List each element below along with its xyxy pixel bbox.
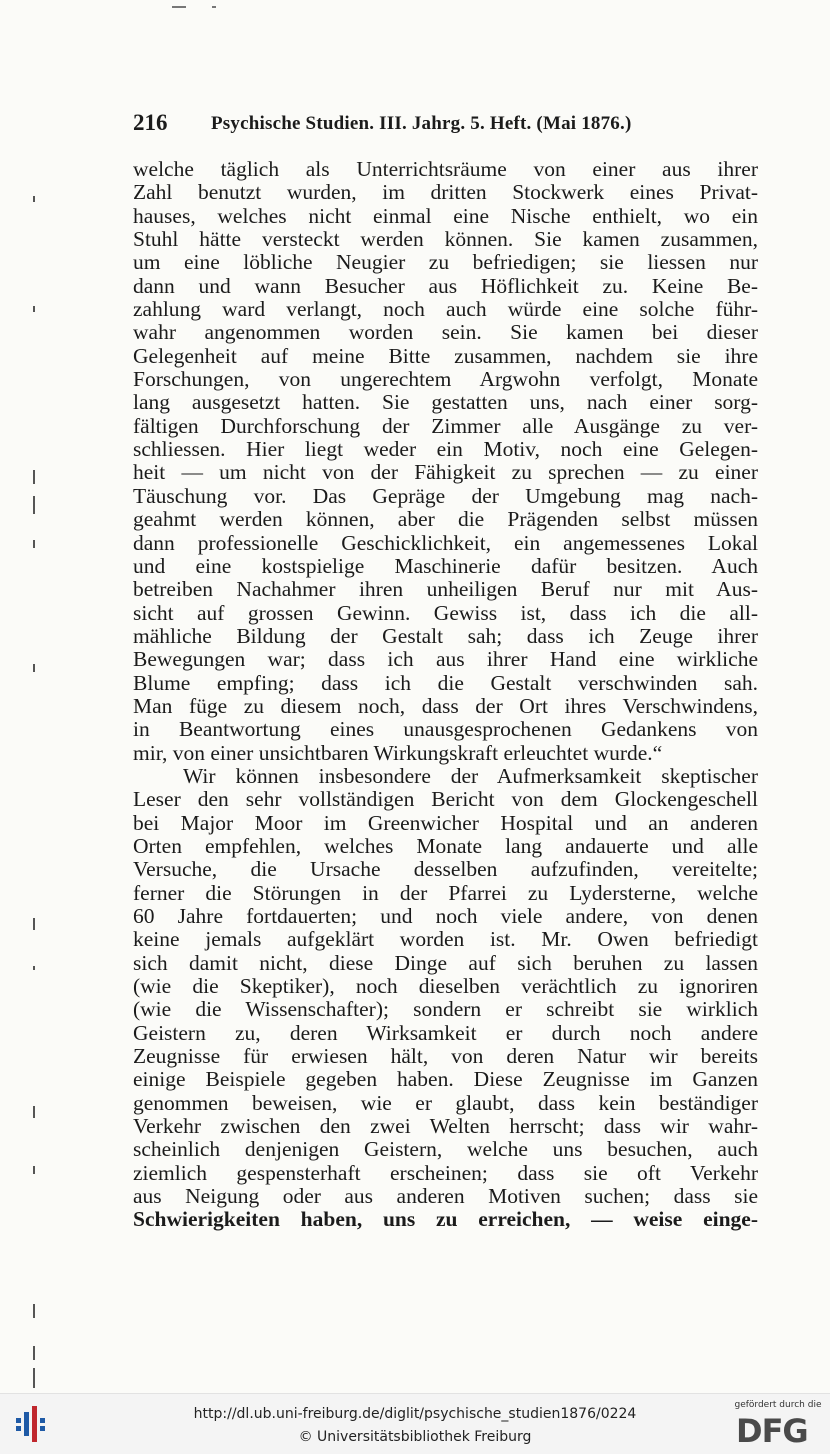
text-line: Zeugnisse für erwiesen hält, von deren Natur wir bereits <box>133 1045 758 1069</box>
dfg-caption: gefördert durch die <box>734 1400 822 1410</box>
text-line: zahlung ward verlangt, noch auch würde eine solche führ- <box>133 298 758 322</box>
text-line: 60 Jahre fortdauerten; und noch viele andere, von denen <box>133 905 758 928</box>
text-line: Gelegenheit auf meine Bitte zusammen, nachdem sie ihre <box>133 344 758 368</box>
margin-mark <box>33 196 35 202</box>
margin-mark <box>33 918 35 930</box>
text-line: Forschungen, von ungerechtem Argwohn verfolgt, Monate <box>133 368 758 392</box>
text-line: geahmt werden können, aber die Prägenden selbst müssen <box>133 508 758 532</box>
text-line: Geistern zu, deren Wirksamkeit er durch noch andere <box>133 1021 758 1045</box>
dfg-wordmark: DFG <box>736 1412 808 1450</box>
text-line: hauses, welches nicht einmal eine Nische enthielt, wo ein <box>133 204 758 228</box>
running-head: Psychische Studien. III. Jahrg. 5. Heft. (Mai 1876.) <box>211 113 632 134</box>
text-line: (wie die Skeptiker), noch dieselben verächtlich zu ignoriren <box>133 975 758 999</box>
text-line: Täuschung vor. Das Gepräge der Umgebung mag nach- <box>133 484 758 508</box>
text-line: und eine kostspielige Maschinerie dafür besitzen. Auch <box>133 554 758 578</box>
text-line: ferner die Störungen in der Pfarrei zu Lydersterne, welche <box>133 881 758 905</box>
body-text <box>133 158 758 1232</box>
dfg-logo[interactable] <box>730 1398 826 1450</box>
text-line: ziemlich gespensterhaft erscheinen; dass sie oft Verkehr <box>133 1161 758 1185</box>
page-header <box>133 108 758 138</box>
text-line: Leser den sehr vollständigen Bericht von dem Glockengeschell <box>133 788 758 812</box>
margin-mark <box>33 664 35 672</box>
text-line: sich damit nicht, diese Dinge auf sich beruhen zu lassen <box>133 951 758 975</box>
text-line: Zahl benutzt wurden, im dritten Stockwerk eines Privat- <box>133 181 758 205</box>
text-line: genommen beweisen, wie er glaubt, dass kein beständiger <box>133 1091 758 1115</box>
text-line: heit — um nicht von der Fähigkeit zu sprechen — zu einer <box>133 461 758 485</box>
text-line: lang ausgesetzt hatten. Sie gestatten uns, nach einer sorg- <box>133 391 758 415</box>
text-line: scheinlich denjenigen Geistern, welche uns besuchen, auch <box>133 1138 758 1162</box>
margin-mark <box>33 1368 35 1388</box>
margin-mark <box>33 1166 35 1174</box>
margin-mark <box>33 1304 35 1318</box>
margin-mark <box>33 496 35 514</box>
text-line: wahr angenommen worden sein. Sie kamen bei dieser <box>133 321 758 345</box>
text-line: aus Neigung oder aus anderen Motiven suchen; dass sie <box>133 1185 758 1209</box>
text-line: keine jemals aufgeklärt worden ist. Mr. Owen befriedigt <box>133 928 758 952</box>
text-line: in Beantwortung eines unausgesprochenen Gedankens von <box>133 718 758 742</box>
text-line: dann und wann Besucher aus Höflichkeit zu. Keine Be- <box>133 274 758 298</box>
margin-mark <box>33 1106 35 1118</box>
text-line: mir, von einer unsichtbaren Wirkungskraft erleuchtet wurde.“ <box>133 741 663 765</box>
text-line: welche täglich als Unterrichtsräume von einer aus ihrer <box>133 158 758 181</box>
margin-mark <box>33 306 35 312</box>
text-line: Bewegungen war; dass ich aus ihrer Hand eine wirkliche <box>133 648 758 672</box>
text-line: Schwierigkeiten haben, uns zu erreichen, — weise einge- <box>133 1208 758 1232</box>
text-line: Stuhl hätte versteckt werden können. Sie kamen zusammen, <box>133 228 758 252</box>
viewer-footer <box>0 1393 830 1454</box>
text-line: Wir können insbesondere der Aufmerksamkeit skeptischer <box>183 764 758 788</box>
scan-artifact <box>172 6 186 8</box>
margin-mark <box>33 1346 35 1360</box>
page-number: 216 <box>133 110 168 135</box>
document-url-link[interactable]: http://dl.ub.uni-freiburg.de/diglit/psychische_studien1876/0224 <box>193 1406 637 1422</box>
margin-mark <box>33 470 35 484</box>
text-line: bei Major Moor im Greenwicher Hospital und an anderen <box>133 811 758 835</box>
text-line: um eine löbliche Neugier zu befriedigen; sie liessen nur <box>133 251 758 275</box>
text-line: mähliche Bildung der Gestalt sah; dass ich Zeuge ihrer <box>133 624 758 648</box>
text-line: fältigen Durchforschung der Zimmer alle Ausgänge zu ver- <box>133 414 758 438</box>
text-line: Verkehr zwischen den zwei Welten herrscht; dass wir wahr- <box>133 1115 758 1139</box>
margin-mark <box>33 966 35 970</box>
text-line: einige Beispiele gegeben haben. Diese Zeugnisse im Ganzen <box>133 1068 758 1092</box>
text-line: Orten empfehlen, welches Monate lang andauerte und alle <box>133 834 758 858</box>
text-line: dann professionelle Geschicklichkeit, ein angemessenes Lokal <box>133 531 758 555</box>
scan-artifact <box>212 6 216 8</box>
margin-mark <box>33 540 35 548</box>
text-line: betreiben Nachahmer ihren unheiligen Beruf nur mit Aus- <box>133 578 758 602</box>
text-line: schliessen. Hier liegt weder ein Motiv, noch eine Gelegen- <box>133 438 758 462</box>
text-line: (wie die Wissenschafter); sondern er schreibt sie wirklich <box>133 998 758 1022</box>
text-line: sicht auf grossen Gewinn. Gewiss ist, dass ich die all- <box>133 601 758 625</box>
text-line: Man füge zu diesem noch, dass der Ort ihres Verschwindens, <box>133 694 758 718</box>
text-line: Versuche, die Ursache desselben aufzufinden, vereitelte; <box>133 858 758 882</box>
copyright-notice: © Universitätsbibliothek Freiburg <box>298 1429 532 1445</box>
text-line: Blume empfing; dass ich die Gestalt verschwinden sah. <box>133 671 758 695</box>
